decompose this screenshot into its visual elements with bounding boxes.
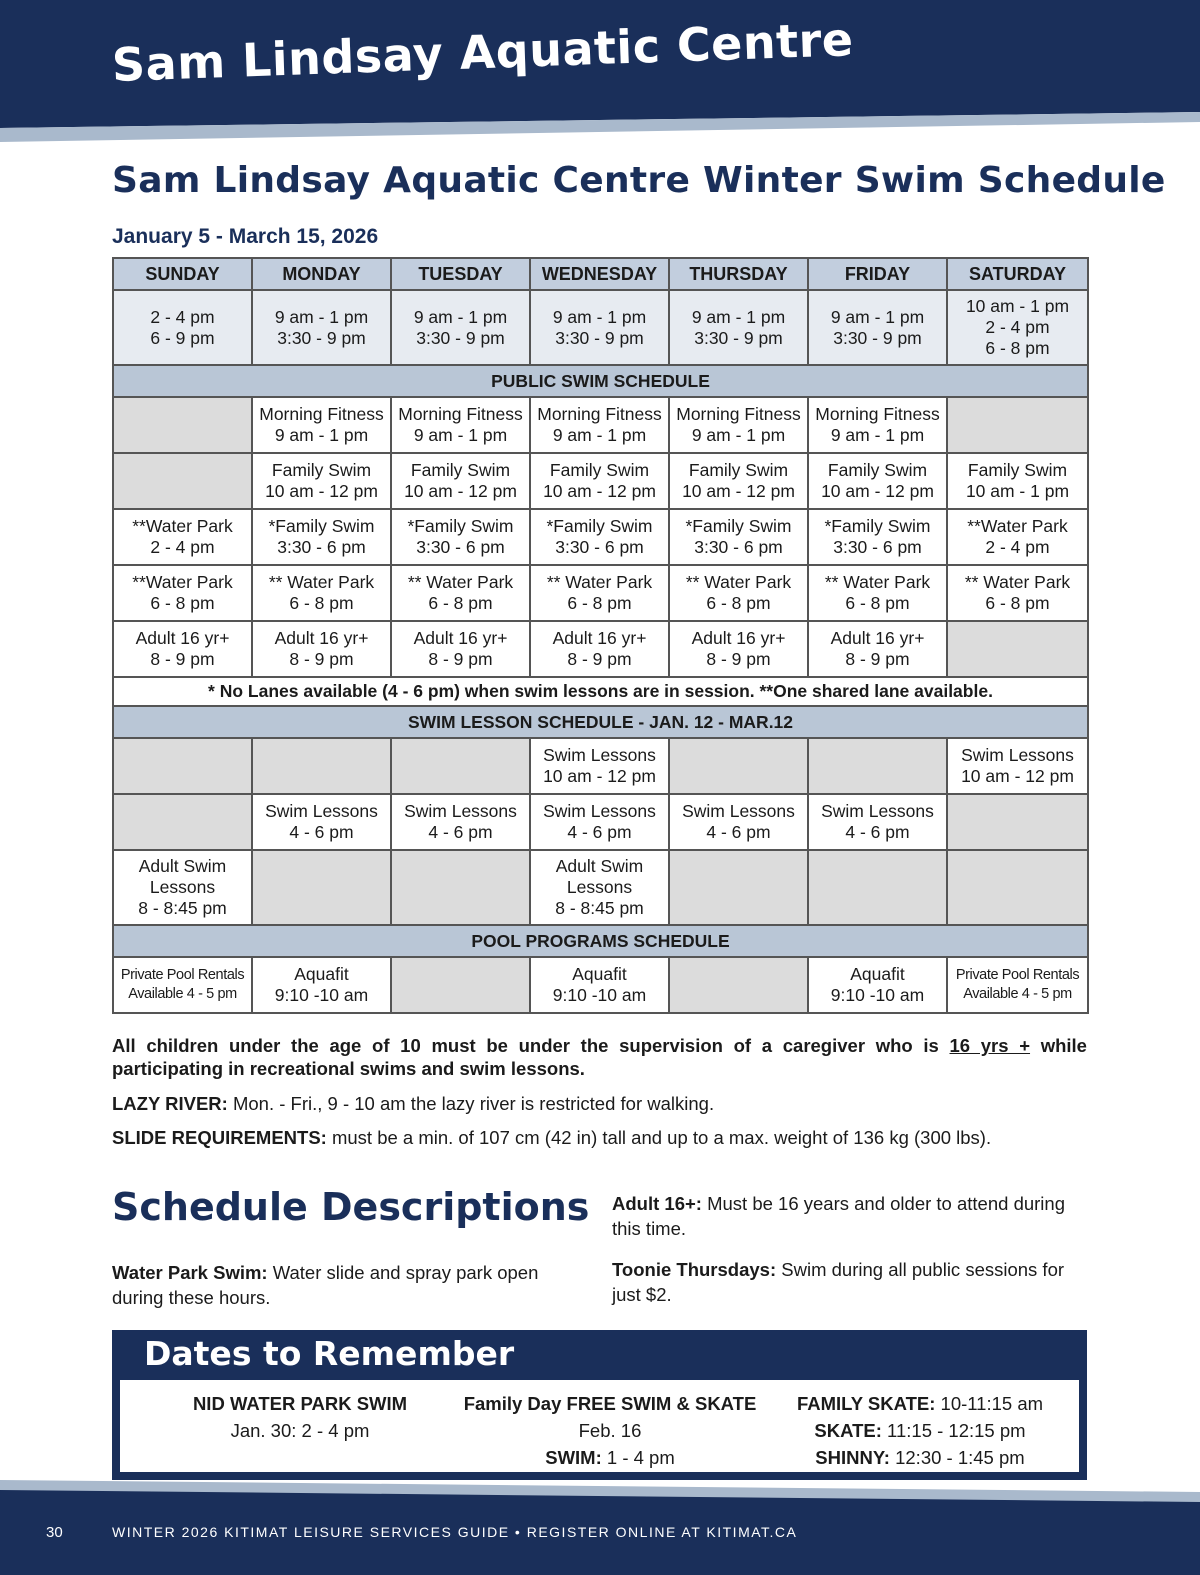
cell-text: 3:30 - 6 pm [555, 537, 644, 557]
cell-text: *Family Swim [824, 516, 931, 536]
cell-text: 10 am - 12 pm [543, 766, 656, 786]
skate-label: SKATE: [814, 1420, 882, 1441]
schedule-cell [808, 453, 947, 509]
hours-row [113, 290, 1088, 365]
cell-text: 2 - 4 pm [150, 537, 215, 557]
water-park-description [112, 1260, 572, 1310]
cell-text: ** Water Park [407, 572, 514, 592]
adult-description [612, 1191, 1082, 1241]
swim-lesson-row [113, 850, 1088, 925]
schedule-cell [808, 565, 947, 621]
cell-text: Family Swim [688, 460, 789, 480]
cell-text: *Family Swim [685, 516, 792, 536]
cell-text: Adult 16 yr+ [552, 628, 647, 648]
cell-text: 10 am - 12 pm [821, 481, 934, 501]
schedule-cell [391, 621, 530, 677]
cell-text: 3:30 - 9 pm [555, 327, 644, 348]
schedule-cell [669, 509, 808, 565]
empty-cell [808, 850, 947, 925]
schedule-cell [391, 397, 530, 453]
family-skate-line [780, 1390, 1060, 1417]
pool-programs-heading: POOL PROGRAMS SCHEDULE [113, 925, 1088, 957]
schedule-cell [530, 565, 669, 621]
schedule-cell [530, 794, 669, 850]
schedule-cell [669, 565, 808, 621]
schedule-cell [113, 621, 252, 677]
schedule-cell [113, 565, 252, 621]
cell-text: 10 am - 12 pm [961, 766, 1074, 786]
schedule-cell [252, 794, 391, 850]
slide-requirements [112, 1126, 991, 1149]
schedule-cell [252, 453, 391, 509]
slide-text: must be a min. of 107 cm (42 in) tall and up to a max. weight of 136 kg (300 lbs). [326, 1127, 992, 1148]
schedule-cell [252, 621, 391, 677]
cell-text: 8 - 9 pm [428, 649, 493, 669]
public-swim-row [113, 509, 1088, 565]
cell-text: 6 - 8 pm [706, 593, 771, 613]
day-header-tuesday: TUESDAY [391, 258, 530, 290]
cell-text: 9:10 -10 am [830, 985, 925, 1005]
cell-text: 10 am - 1 pm [965, 481, 1070, 501]
schedule-cell [669, 397, 808, 453]
schedule-cell [391, 509, 530, 565]
cell-text: 8 - 8:45 pm [138, 898, 227, 918]
family-day-swim [460, 1444, 760, 1471]
page-footer [0, 1480, 1200, 1575]
cell-text: Swim Lessons [543, 745, 656, 765]
pool-programs-row [113, 957, 1088, 1013]
cell-text: 2 - 4 pm [985, 317, 1050, 337]
empty-cell [669, 738, 808, 794]
schedule-cell [113, 957, 252, 1013]
cell-text: 4 - 6 pm [845, 822, 910, 842]
cell-text: ** Water Park [546, 572, 653, 592]
cell-text: 3:30 - 6 pm [833, 537, 922, 557]
empty-cell [391, 738, 530, 794]
toonie-label: Toonie Thursdays: [612, 1259, 777, 1280]
cell-text: 4 - 6 pm [567, 822, 632, 842]
cell-text: 3:30 - 9 pm [277, 327, 366, 348]
cell-text: 10 am - 12 pm [682, 481, 795, 501]
lazy-river-label: LAZY RIVER: [112, 1093, 228, 1114]
cell-text: Adult 16 yr+ [830, 628, 925, 648]
skate-time: 11:15 - 12:15 pm [881, 1420, 1026, 1441]
cell-text: Swim Lessons [821, 801, 934, 821]
footer-text: WINTER 2026 KITIMAT LEISURE SERVICES GUIDE • REGISTER ONLINE AT KITIMAT.CA [112, 1524, 798, 1540]
cell-text: **Water Park [132, 516, 233, 536]
cell-text: 3:30 - 9 pm [833, 327, 922, 348]
day-header-saturday: SATURDAY [947, 258, 1088, 290]
cell-text: 9 am - 1 pm [552, 306, 647, 327]
page-header [0, 0, 1200, 145]
family-day-swim-label: SWIM: [545, 1447, 602, 1468]
family-day-swim-time: 1 - 4 pm [601, 1447, 675, 1468]
schedule-cell [530, 957, 669, 1013]
cell-text: 6 - 9 pm [150, 327, 215, 348]
water-park-label: Water Park Swim: [112, 1262, 268, 1283]
schedule-cell [530, 290, 669, 365]
schedule-cell [808, 957, 947, 1013]
adult-label: Adult 16+: [612, 1193, 702, 1214]
dates-content [120, 1380, 1079, 1472]
day-header-sunday: SUNDAY [113, 258, 252, 290]
date-range: January 5 - March 15, 2026 [112, 225, 379, 248]
schedule-cell [391, 290, 530, 365]
schedule-cell [530, 397, 669, 453]
schedule-cell [113, 509, 252, 565]
cell-text: 4 - 6 pm [428, 822, 493, 842]
schedule-cell [530, 509, 669, 565]
pool-programs-heading-row [113, 925, 1088, 957]
cell-text: 3:30 - 6 pm [277, 537, 366, 557]
empty-cell [252, 738, 391, 794]
cell-text: 4 - 6 pm [289, 822, 354, 842]
cell-text: 3:30 - 6 pm [694, 537, 783, 557]
page-title: Sam Lindsay Aquatic Centre Winter Swim Schedule [112, 160, 1166, 201]
cell-text: 10 am - 12 pm [265, 481, 378, 501]
schedule-cell [947, 453, 1088, 509]
schedule-cell [252, 397, 391, 453]
public-swim-heading: PUBLIC SWIM SCHEDULE [113, 365, 1088, 397]
cell-text: Aquafit [572, 964, 627, 984]
empty-cell [113, 453, 252, 509]
lane-note-row [113, 677, 1088, 706]
dates-column-nid [180, 1390, 420, 1444]
lane-note: * No Lanes available (4 - 6 pm) when swim lessons are in session. **One shared lane available. [113, 677, 1088, 706]
empty-cell [391, 957, 530, 1013]
cell-text: 6 - 8 pm [428, 593, 493, 613]
empty-cell [113, 738, 252, 794]
cell-text: **Water Park [132, 572, 233, 592]
cell-text: Adult Swim [138, 856, 227, 876]
cell-text: 6 - 8 pm [985, 338, 1050, 358]
slide-label: SLIDE REQUIREMENTS: [112, 1127, 327, 1148]
cell-text: Adult Swim [555, 856, 644, 876]
schedule-cell [947, 290, 1088, 365]
cell-text: Family Swim [549, 460, 650, 480]
cell-text: Morning Fitness [676, 404, 801, 424]
cell-text: 9 am - 1 pm [413, 425, 508, 445]
cell-text: 10 am - 1 pm [965, 296, 1070, 316]
family-skate-time: 10-11:15 am [935, 1393, 1044, 1414]
cell-text: 4 - 6 pm [706, 822, 771, 842]
dates-column-family-day [460, 1390, 760, 1471]
cell-text: Morning Fitness [259, 404, 384, 424]
day-header-monday: MONDAY [252, 258, 391, 290]
schedule-cell [808, 794, 947, 850]
cell-text: 10 am - 12 pm [404, 481, 517, 501]
supervision-notice [112, 1034, 1087, 1080]
cell-text: 8 - 8:45 pm [555, 898, 644, 918]
cell-text: 3:30 - 6 pm [416, 537, 505, 557]
cell-text: 6 - 8 pm [150, 593, 215, 613]
family-day-heading: Family Day FREE SWIM & SKATE [463, 1393, 757, 1414]
dates-to-remember-box [112, 1330, 1087, 1480]
swim-lesson-row [113, 794, 1088, 850]
empty-cell [947, 397, 1088, 453]
empty-cell [947, 621, 1088, 677]
empty-cell [669, 850, 808, 925]
empty-cell [808, 738, 947, 794]
cell-text: Lessons [566, 877, 633, 897]
cell-text: Morning Fitness [815, 404, 940, 424]
cell-text: Adult 16 yr+ [413, 628, 508, 648]
swim-lesson-heading: SWIM LESSON SCHEDULE - JAN. 12 - MAR.12 [113, 706, 1088, 738]
schedule-cell [808, 621, 947, 677]
cell-text: 8 - 9 pm [845, 649, 910, 669]
nid-heading: NID WATER PARK SWIM [192, 1393, 408, 1414]
cell-text: ** Water Park [824, 572, 931, 592]
cell-text: *Family Swim [407, 516, 514, 536]
cell-text: *Family Swim [546, 516, 653, 536]
cell-text: 3:30 - 9 pm [416, 327, 505, 348]
shinny-line [780, 1444, 1060, 1471]
schedule-cell [947, 565, 1088, 621]
cell-text: *Family Swim [268, 516, 375, 536]
header-title: Sam Lindsay Aquatic Centre [111, 12, 855, 92]
cell-text: Morning Fitness [398, 404, 523, 424]
dates-title: Dates to Remember [144, 1334, 515, 1373]
cell-text: Family Swim [967, 460, 1068, 480]
supervision-age: 16 yrs + [949, 1035, 1031, 1056]
public-swim-row [113, 621, 1088, 677]
cell-text: 6 - 8 pm [567, 593, 632, 613]
schedule-cell [530, 738, 669, 794]
cell-text: Aquafit [294, 964, 349, 984]
cell-text: 2 - 4 pm [985, 537, 1050, 557]
cell-text: Swim Lessons [682, 801, 795, 821]
cell-text: Swim Lessons [265, 801, 378, 821]
cell-text: Aquafit [850, 964, 905, 984]
schedule-cell [113, 290, 252, 365]
schedule-cell [669, 621, 808, 677]
schedule-cell [252, 290, 391, 365]
page-number: 30 [46, 1524, 63, 1541]
lazy-river-notice [112, 1092, 714, 1115]
dates-column-skate [780, 1390, 1060, 1471]
schedule-cell [808, 290, 947, 365]
schedule-cell [252, 509, 391, 565]
schedule-cell [808, 509, 947, 565]
cell-text: 9 am - 1 pm [691, 306, 786, 327]
cell-text: ** Water Park [268, 572, 375, 592]
schedule-cell [391, 453, 530, 509]
shinny-label: SHINNY: [815, 1447, 890, 1468]
schedule-cell [808, 397, 947, 453]
skate-line [780, 1417, 1060, 1444]
cell-text: Family Swim [827, 460, 928, 480]
empty-cell [947, 850, 1088, 925]
cell-text: 8 - 9 pm [289, 649, 354, 669]
cell-text: 3:30 - 9 pm [694, 327, 783, 348]
cell-text: Available 4 - 5 pm [963, 986, 1072, 1002]
day-header-wednesday: WEDNESDAY [530, 258, 669, 290]
cell-text: 8 - 9 pm [706, 649, 771, 669]
empty-cell [391, 850, 530, 925]
cell-text: 9 am - 1 pm [552, 425, 647, 445]
cell-text: Morning Fitness [537, 404, 662, 424]
empty-cell [252, 850, 391, 925]
shinny-time: 12:30 - 1:45 pm [889, 1447, 1025, 1468]
family-skate-label: FAMILY SKATE: [796, 1393, 936, 1414]
cell-text: Adult 16 yr+ [135, 628, 230, 648]
empty-cell [113, 794, 252, 850]
cell-text: 9:10 -10 am [274, 985, 369, 1005]
cell-text: 9 am - 1 pm [274, 425, 369, 445]
cell-text: Private Pool Rentals [955, 967, 1080, 983]
cell-text: Private Pool Rentals [120, 967, 245, 983]
public-swim-row [113, 453, 1088, 509]
cell-text: 2 - 4 pm [150, 306, 215, 327]
toonie-description [612, 1257, 1087, 1307]
swim-lesson-row [113, 738, 1088, 794]
cell-text: 10 am - 12 pm [543, 481, 656, 501]
cell-text: 9 am - 1 pm [274, 306, 369, 327]
cell-text: Family Swim [410, 460, 511, 480]
cell-text: Swim Lessons [543, 801, 656, 821]
cell-text: **Water Park [967, 516, 1068, 536]
cell-text: ** Water Park [964, 572, 1071, 592]
cell-text: ** Water Park [685, 572, 792, 592]
schedule-cell [947, 509, 1088, 565]
descriptions-heading: Schedule Descriptions [112, 1185, 590, 1229]
schedule-cell [252, 957, 391, 1013]
day-header-thursday: THURSDAY [669, 258, 808, 290]
cell-text: Adult 16 yr+ [691, 628, 786, 648]
schedule-cell [391, 794, 530, 850]
cell-text: 6 - 8 pm [289, 593, 354, 613]
cell-text: 6 - 8 pm [985, 593, 1050, 613]
cell-text: 8 - 9 pm [567, 649, 632, 669]
public-swim-heading-row [113, 365, 1088, 397]
supervision-text-end: while participating in recreational swims and swim lessons. [112, 1035, 1087, 1079]
public-swim-row [113, 565, 1088, 621]
nid-date: Jan. 30: 2 - 4 pm [230, 1420, 370, 1441]
empty-cell [947, 794, 1088, 850]
schedule-cell [530, 621, 669, 677]
cell-text: 9 am - 1 pm [691, 425, 786, 445]
schedule-cell [530, 453, 669, 509]
schedule-cell [947, 738, 1088, 794]
public-swim-row [113, 397, 1088, 453]
cell-text: Swim Lessons [404, 801, 517, 821]
day-header-friday: FRIDAY [808, 258, 947, 290]
empty-cell [113, 397, 252, 453]
family-day-date: Feb. 16 [578, 1420, 642, 1441]
cell-text: 8 - 9 pm [150, 649, 215, 669]
toonie-text: Swim during all public sessions for just $2. [612, 1259, 1065, 1305]
day-header-row [113, 258, 1088, 290]
cell-text: 9 am - 1 pm [413, 306, 508, 327]
empty-cell [669, 957, 808, 1013]
schedule-cell [947, 957, 1088, 1013]
cell-text: Lessons [149, 877, 216, 897]
adult-text: Must be 16 years and older to attend during this time. [612, 1193, 1065, 1239]
schedule-cell [530, 850, 669, 925]
schedule-cell [252, 565, 391, 621]
schedule-cell [669, 290, 808, 365]
cell-text: Adult 16 yr+ [274, 628, 369, 648]
cell-text: 9 am - 1 pm [830, 306, 925, 327]
supervision-text-start: All children under the age of 10 must be under the supervision of a caregiver who is [112, 1035, 950, 1056]
schedule-table [112, 257, 1089, 1014]
swim-lesson-heading-row [113, 706, 1088, 738]
cell-text: Family Swim [271, 460, 372, 480]
schedule-cell [113, 850, 252, 925]
cell-text: Swim Lessons [961, 745, 1074, 765]
schedule-cell [669, 794, 808, 850]
cell-text: 9:10 -10 am [552, 985, 647, 1005]
schedule-cell [391, 565, 530, 621]
water-park-text: Water slide and spray park open during these hours. [112, 1262, 539, 1308]
cell-text: 9 am - 1 pm [830, 425, 925, 445]
cell-text: Available 4 - 5 pm [128, 986, 237, 1002]
cell-text: 6 - 8 pm [845, 593, 910, 613]
schedule-cell [669, 453, 808, 509]
lazy-river-text: Mon. - Fri., 9 - 10 am the lazy river is restricted for walking. [227, 1093, 715, 1114]
